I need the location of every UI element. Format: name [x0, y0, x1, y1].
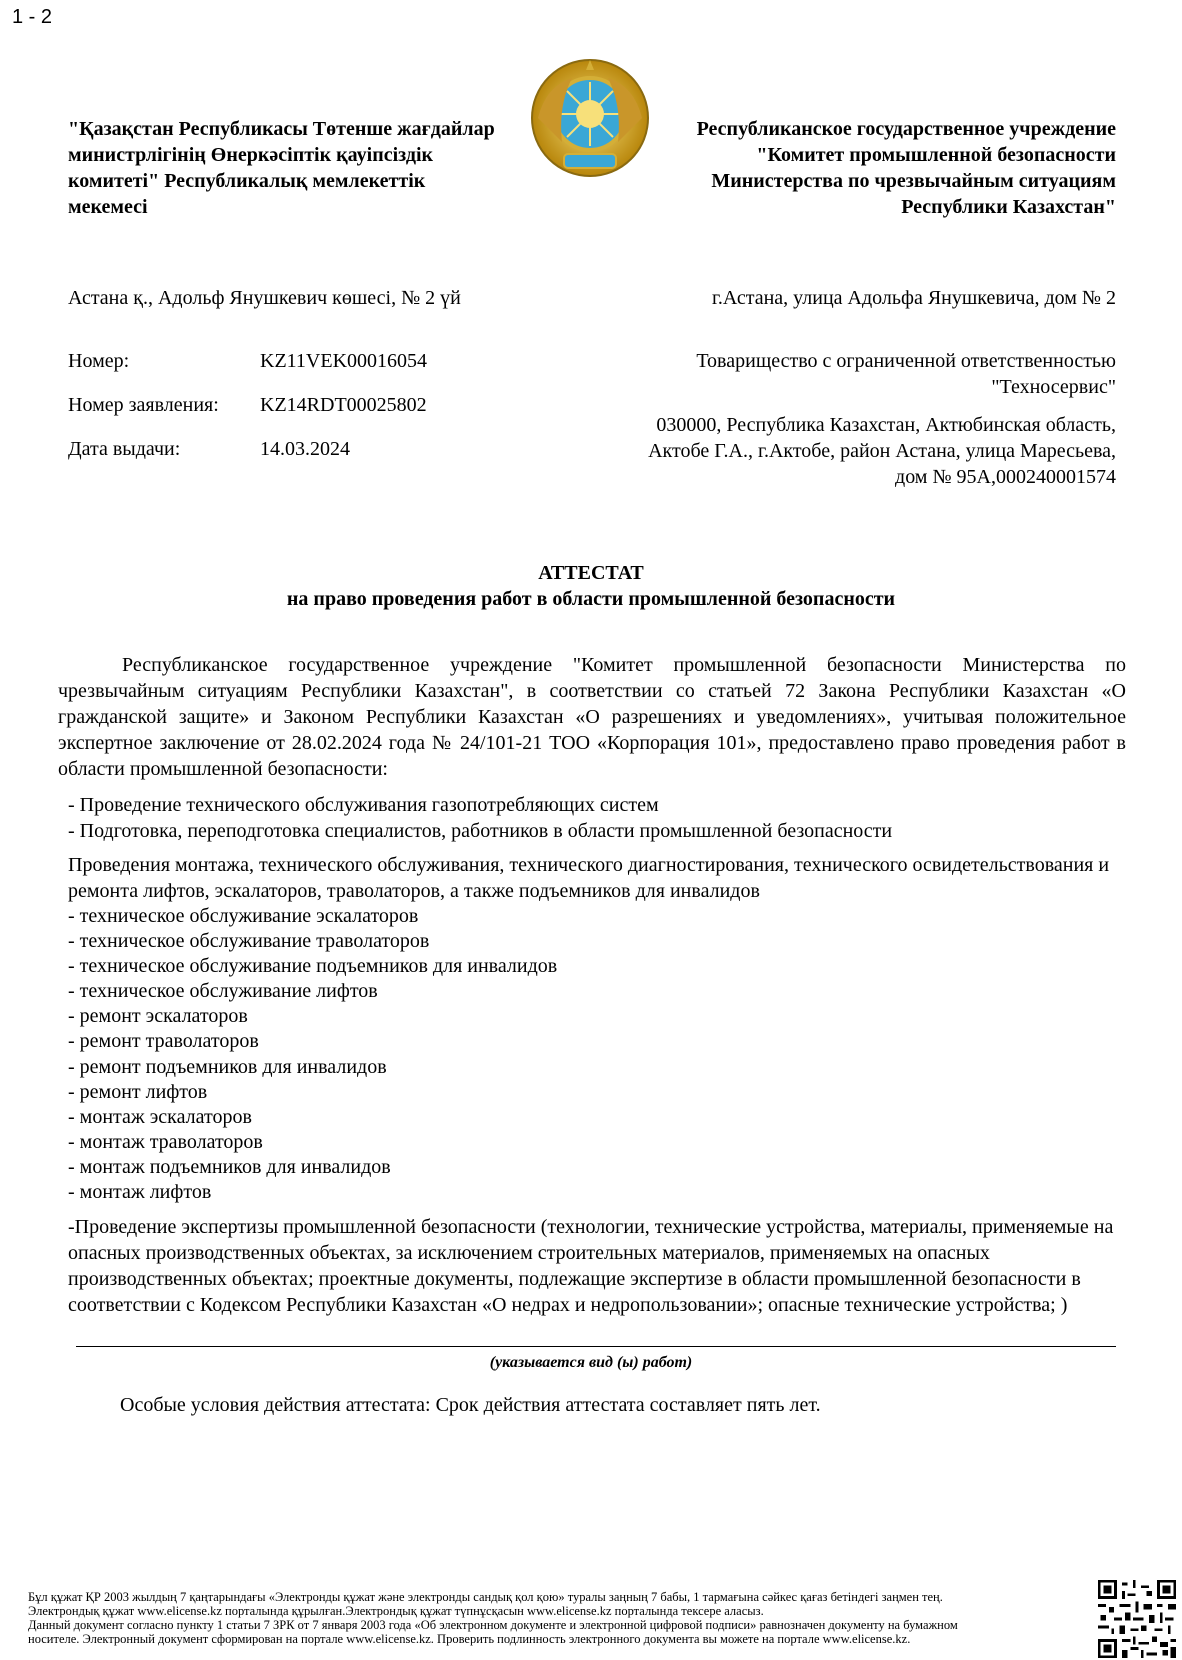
footer-kazakh-line-1: Бұл құжат ҚР 2003 жылдың 7 қаңтарындағы «Электронды құжат және электронды сандық қол қою» туралы заңның 7 бабы, 1 тармағына сәйкес қағаз бетіндегі заңмен тең. — [28, 1590, 943, 1604]
issuer-name-kazakh: "Қазақстан Республикасы Төтенше жағдайлар министрлігінің Өнеркәсіптік қауіпсіздік комитеті" Республикалық мемлекеттік мекемесі — [68, 118, 495, 218]
list-item: - монтаж лифтов — [68, 1181, 212, 1204]
list-item: - монтаж траволаторов — [68, 1130, 263, 1153]
application-number-label: Номер заявления: — [68, 394, 219, 416]
list-item: - ремонт траволаторов — [68, 1030, 259, 1053]
list-item: - Проведение технического обслуживания газопотребляющих систем — [68, 794, 659, 816]
document-title: АТТЕСТАТ — [538, 562, 644, 584]
list-item: - техническое обслуживание траволаторов — [68, 930, 430, 953]
works-list-lifts — [68, 904, 1118, 1205]
intro-paragraph — [58, 652, 1126, 782]
qr-code-icon — [1098, 1580, 1176, 1658]
expertise-paragraph: -Проведение экспертизы промышленной безопасности (технологии, технические устройства, материалы, применяемые на опасных производственных объектах, за исключением строительных материалов, применяемых на опасных производственных объектах; проектные документы, подлежащие экспертизе в области промышленной безопасности в соответствии с Кодексом Республики Казахстан «О недрах и недропользовании»; опасные технические устройства; ) — [68, 1216, 1114, 1316]
works-caption: (указывается вид (ы) работ) — [489, 1354, 693, 1371]
issuer-address-kazakh: Астана қ., Адольф Янушкевич көшесі, № 2 үй — [68, 287, 461, 309]
list-item: - ремонт лифтов — [68, 1080, 208, 1103]
issuer-address-russian: г.Астана, улица Адольфа Янушкевича, дом № 2 — [711, 287, 1116, 309]
list-item: - ремонт эскалаторов — [68, 1005, 248, 1028]
number-value: KZ11VEK00016054 — [260, 350, 428, 372]
footer-russian-line-2: носителе. Электронный документ сформирован на портале www.elicense.kz. Проверить подлинность электронного документа вы можете на портале www.elicense.kz. — [28, 1632, 911, 1646]
list-item: - монтаж подъемников для инвалидов — [68, 1155, 391, 1178]
list-item: - Подготовка, переподготовка специалистов, работников в области промышленной безопасности — [68, 820, 893, 842]
footer-kazakh-line-2: Электрондық құжат www.elicense.kz порталында құрылған.Электрондық құжат түпнұсқасын www.elicense.kz порталында тексере аласыз. — [28, 1604, 764, 1618]
footer-russian-line-1: Данный документ согласно пункту 1 статьи 7 ЗРК от 7 января 2003 года «Об электронном документе и электронной цифровой подписи» равнозначен документу на бумажном — [28, 1618, 958, 1632]
list-item: - техническое обслуживание эскалаторов — [68, 905, 419, 927]
works-list-general — [68, 792, 1118, 844]
intro-text: Республиканское государственное учреждение "Комитет промышленной безопасности Министерства по чрезвычайным ситуациям Республики Казахстан", в соответствии со статьей 72 Закона Республики Казахстан «О гражданской защите» и Законом Республики Казахстан «О разрешениях и уведомлениях», учитывая положительное экспертное заключение от 28.02.2024 года № 24/101-21 ТОО «Корпорация 101», предоставлено право проведения работ в области промышленной безопасности: — [58, 654, 1126, 780]
list-item: - техническое обслуживание подъемников для инвалидов — [68, 955, 558, 978]
page-number: 1 - 2 — [12, 6, 53, 28]
application-number-value: KZ14RDT00025802 — [260, 394, 427, 416]
number-label: Номер: — [68, 350, 130, 372]
divider-line — [76, 1346, 1116, 1347]
list-item: - ремонт подъемников для инвалидов — [68, 1055, 387, 1078]
state-emblem-icon — [528, 56, 652, 180]
issuer-name-russian: Республиканское государственное учреждение "Комитет промышленной безопасности Министерства по чрезвычайным ситуациям Республики Казахстан" — [696, 118, 1116, 218]
issue-date-label: Дата выдачи: — [68, 438, 181, 460]
issue-date-value: 14.03.2024 — [260, 438, 350, 460]
recipient-address: 030000, Республика Казахстан, Актюбинская область, Актобе Г.А., г.Актобе, район Астана, улица Маресьева, дом № 95А,000240001574 — [648, 414, 1116, 488]
lifts-heading: Проведения монтажа, технического обслуживания, технического диагностирования, технического освидетельствования и ремонта лифтов, эскалаторов, траволаторов, а также подъемников для инвалидов — [68, 854, 1110, 902]
special-conditions: Особые условия действия аттестата: Срок действия аттестата составляет пять лет. — [120, 1394, 821, 1416]
recipient-name: Товарищество с ограниченной ответственностью "Техносервис" — [696, 350, 1116, 398]
list-item: - техническое обслуживание лифтов — [68, 980, 378, 1003]
list-item: - монтаж эскалаторов — [68, 1105, 252, 1128]
document-subtitle: на право проведения работ в области промышленной безопасности — [286, 588, 896, 610]
